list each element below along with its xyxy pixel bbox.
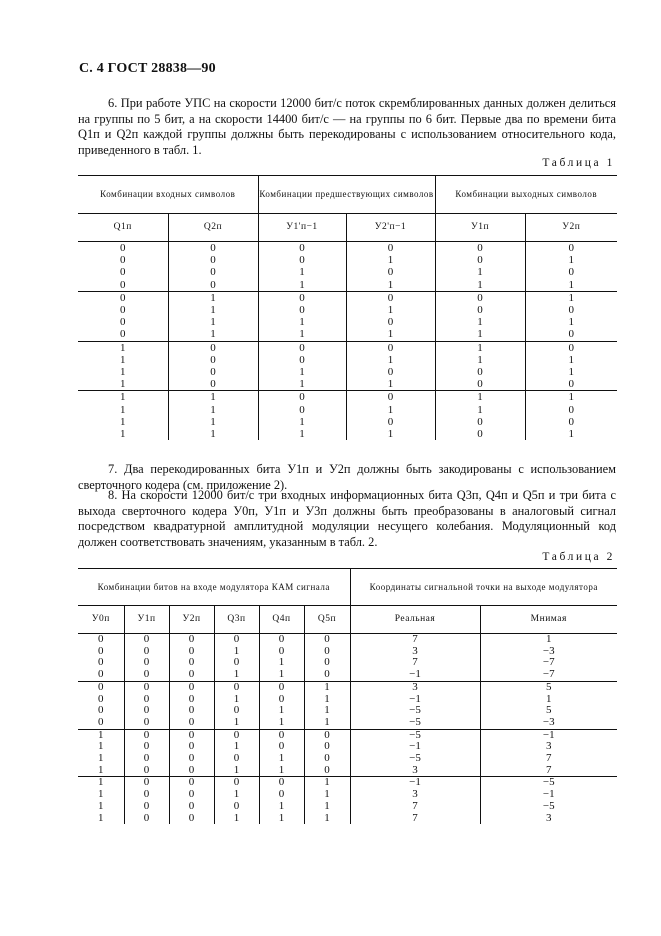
- table-cell: 1: [98, 740, 104, 753]
- table-cell: 1: [480, 694, 617, 706]
- table-cell: 0: [168, 341, 258, 354]
- table2-col-header: Q4п: [259, 606, 304, 634]
- table-cell: 0: [435, 304, 525, 316]
- table-cell: 0: [168, 366, 258, 378]
- table-cell: 0: [169, 777, 214, 789]
- table-cell: 3: [350, 646, 480, 658]
- table-cell: 1: [346, 279, 435, 292]
- table-cell: 0: [169, 705, 214, 717]
- table-cell: 0: [98, 633, 104, 645]
- table-cell: −1: [350, 669, 480, 681]
- table-cell: 1: [168, 304, 258, 316]
- table-cell: 0: [124, 634, 169, 646]
- table-cell: 1: [258, 328, 346, 341]
- table-cell: 1: [346, 254, 435, 266]
- table-cell: 1: [120, 403, 126, 416]
- table-cell: 0: [124, 694, 169, 706]
- table-cell: 1: [120, 391, 126, 404]
- table-cell: −5: [480, 777, 617, 789]
- table-cell: 1: [259, 801, 304, 813]
- table-cell: 1: [168, 391, 258, 404]
- table-cell: 0: [525, 266, 617, 278]
- table-cell: 0: [120, 254, 126, 267]
- table-cell: −1: [480, 789, 617, 801]
- table-cell: 0: [304, 741, 350, 753]
- table-row: [78, 646, 617, 658]
- table-cell: 1: [304, 694, 350, 706]
- table-cell: 5: [480, 705, 617, 717]
- table-row: [78, 416, 617, 428]
- table-cell: 0: [169, 765, 214, 777]
- table-cell: 1: [304, 681, 350, 693]
- table-row: [78, 404, 617, 416]
- table-1: [78, 175, 617, 440]
- table-cell: 0: [435, 291, 525, 304]
- table-cell: 1: [258, 316, 346, 328]
- table2-col-header: Q3п: [214, 606, 259, 634]
- table-cell: 0: [124, 789, 169, 801]
- table-cell: 7: [480, 765, 617, 777]
- table-cell: 0: [169, 646, 214, 658]
- table-cell: 0: [214, 681, 259, 693]
- table-cell: 0: [124, 801, 169, 813]
- table-row: [78, 753, 617, 765]
- table-cell: 0: [169, 729, 214, 741]
- table-row: [78, 391, 617, 404]
- table-cell: 1: [304, 801, 350, 813]
- table-cell: 0: [124, 729, 169, 741]
- table-cell: 1: [98, 728, 104, 741]
- table-cell: 0: [435, 242, 525, 255]
- table-cell: 0: [214, 777, 259, 789]
- table-row: [78, 291, 617, 304]
- table-cell: 1: [98, 799, 104, 812]
- table-cell: 0: [525, 242, 617, 255]
- table-cell: 1: [525, 316, 617, 328]
- table-cell: 0: [525, 416, 617, 428]
- table-row: [78, 428, 617, 440]
- table-cell: 0: [259, 729, 304, 741]
- table-cell: 1: [435, 391, 525, 404]
- table-cell: 7: [480, 753, 617, 765]
- table-cell: 0: [168, 279, 258, 292]
- table2-caption: Таблица 2: [542, 551, 615, 563]
- table-cell: 1: [258, 416, 346, 428]
- table-cell: 0: [304, 669, 350, 681]
- table-cell: 0: [169, 789, 214, 801]
- table-cell: 1: [346, 354, 435, 366]
- table-cell: 0: [435, 378, 525, 391]
- table-cell: 1: [259, 657, 304, 669]
- table-cell: 1: [120, 428, 126, 441]
- table-cell: −5: [350, 717, 480, 729]
- table-cell: 1: [435, 354, 525, 366]
- table-cell: 0: [259, 777, 304, 789]
- table-row: [78, 657, 617, 669]
- table-cell: 1: [258, 279, 346, 292]
- table-cell: 1: [259, 669, 304, 681]
- table1-col-header: У2'п−1: [346, 214, 435, 242]
- table-cell: 1: [304, 813, 350, 825]
- table-cell: 0: [168, 242, 258, 255]
- table-row: [78, 378, 617, 391]
- table-cell: 1: [120, 415, 126, 428]
- table-cell: 1: [214, 669, 259, 681]
- table2-col-header: Q5п: [304, 606, 350, 634]
- table-cell: 0: [304, 657, 350, 669]
- table-cell: 1: [435, 279, 525, 292]
- table-cell: 0: [214, 657, 259, 669]
- table-cell: 0: [258, 254, 346, 266]
- table2-col-header: У2п: [169, 606, 214, 634]
- table-cell: 0: [120, 304, 126, 317]
- table1-group-output: Комбинации выходных символов: [435, 176, 617, 214]
- table-row: [78, 254, 617, 266]
- table-cell: 0: [259, 646, 304, 658]
- table-cell: 1: [304, 777, 350, 789]
- table-row: [78, 341, 617, 354]
- table1-col-header: Q2п: [168, 214, 258, 242]
- table-cell: −1: [480, 729, 617, 741]
- table-cell: −5: [480, 801, 617, 813]
- table2-col-header: Мнимая: [480, 606, 617, 634]
- table-cell: 0: [124, 753, 169, 765]
- table-row: [78, 279, 617, 292]
- table-cell: 0: [124, 813, 169, 825]
- table-cell: 0: [214, 705, 259, 717]
- table-row: [78, 801, 617, 813]
- table1-col-header: У1п: [435, 214, 525, 242]
- table-cell: 0: [346, 291, 435, 304]
- table-cell: 5: [480, 681, 617, 693]
- table-cell: 0: [525, 378, 617, 391]
- table-cell: 0: [258, 404, 346, 416]
- table-cell: 0: [169, 753, 214, 765]
- table2-col-header: Реальная: [350, 606, 480, 634]
- table-cell: 0: [435, 366, 525, 378]
- table-cell: 1: [259, 813, 304, 825]
- table-cell: 0: [258, 304, 346, 316]
- table-cell: 0: [169, 681, 214, 693]
- table-cell: 0: [214, 753, 259, 765]
- table-cell: 3: [480, 741, 617, 753]
- table-cell: 1: [98, 811, 104, 824]
- table-cell: 0: [259, 789, 304, 801]
- table-cell: 1: [120, 366, 126, 379]
- table-row: [78, 705, 617, 717]
- table2-col-header: У1п: [124, 606, 169, 634]
- table-cell: −5: [350, 729, 480, 741]
- table-cell: 0: [169, 694, 214, 706]
- table-cell: 0: [124, 777, 169, 789]
- table-cell: 1: [525, 391, 617, 404]
- table-cell: 0: [169, 634, 214, 646]
- table1-col-header: У1'п−1: [258, 214, 346, 242]
- table-cell: 0: [120, 291, 126, 304]
- table-cell: 7: [350, 634, 480, 646]
- table-cell: 0: [124, 717, 169, 729]
- table-cell: 0: [435, 416, 525, 428]
- table-row: [78, 777, 617, 789]
- table-cell: −1: [350, 741, 480, 753]
- table-cell: 1: [346, 378, 435, 391]
- table-cell: 0: [258, 341, 346, 354]
- table-cell: 0: [124, 669, 169, 681]
- table-cell: 1: [78, 378, 168, 391]
- table-cell: −1: [350, 694, 480, 706]
- table-row: [78, 266, 617, 278]
- table-cell: 0: [346, 416, 435, 428]
- table-cell: 1: [435, 316, 525, 328]
- table-cell: 0: [346, 266, 435, 278]
- table-cell: 0: [525, 341, 617, 354]
- table-2: [78, 568, 617, 824]
- table-cell: 1: [258, 378, 346, 391]
- table-row: [78, 242, 617, 255]
- table-cell: 0: [435, 428, 525, 440]
- page-header: С. 4 ГОСТ 28838—90: [79, 61, 216, 76]
- table-cell: 7: [350, 801, 480, 813]
- table-cell: 0: [78, 669, 124, 681]
- table-cell: 1: [346, 404, 435, 416]
- table-cell: −1: [350, 777, 480, 789]
- table-cell: 0: [346, 316, 435, 328]
- table-cell: 1: [168, 416, 258, 428]
- table-cell: 0: [98, 656, 104, 669]
- table-cell: −5: [350, 753, 480, 765]
- table-cell: 0: [214, 634, 259, 646]
- table-cell: 1: [480, 634, 617, 646]
- table-cell: 0: [346, 242, 435, 255]
- table-cell: 1: [435, 404, 525, 416]
- table-cell: 0: [214, 801, 259, 813]
- table-row: [78, 328, 617, 341]
- table-cell: 1: [168, 404, 258, 416]
- table-cell: 0: [258, 391, 346, 404]
- table-cell: 1: [346, 304, 435, 316]
- table2-group-output: Координаты сигнальной точки на выходе модулятора: [350, 569, 617, 606]
- table-cell: 1: [259, 753, 304, 765]
- table-cell: 1: [98, 776, 104, 789]
- table-cell: 0: [304, 753, 350, 765]
- table-cell: 0: [98, 704, 104, 717]
- table-cell: −3: [480, 646, 617, 658]
- table-cell: 1: [98, 788, 104, 801]
- table-cell: 0: [78, 328, 168, 341]
- table-cell: −3: [480, 717, 617, 729]
- table-cell: 0: [259, 634, 304, 646]
- table-cell: 0: [124, 765, 169, 777]
- table-cell: 1: [258, 266, 346, 278]
- table-cell: 1: [214, 765, 259, 777]
- table-cell: 1: [214, 813, 259, 825]
- table-cell: 1: [435, 328, 525, 341]
- table-cell: 1: [525, 254, 617, 266]
- table-cell: 1: [98, 752, 104, 765]
- table-cell: 0: [169, 801, 214, 813]
- table-cell: 1: [168, 428, 258, 440]
- table-cell: 1: [525, 291, 617, 304]
- table-row: [78, 694, 617, 706]
- table-cell: 0: [258, 354, 346, 366]
- table-cell: 0: [78, 717, 124, 729]
- table1-group-previous: Комбинации предшествующих символов: [258, 176, 435, 214]
- table-cell: 0: [259, 681, 304, 693]
- table-cell: 0: [169, 717, 214, 729]
- table-cell: 1: [120, 341, 126, 354]
- table-row: [78, 304, 617, 316]
- table-cell: 0: [304, 765, 350, 777]
- table-row: [78, 789, 617, 801]
- table2-group-input: Комбинации битов на входе модулятора КАМ сигнала: [78, 569, 350, 606]
- table-cell: 1: [304, 789, 350, 801]
- table-cell: −7: [480, 657, 617, 669]
- table-cell: 1: [168, 328, 258, 341]
- table-cell: 1: [78, 765, 124, 777]
- table-cell: 1: [259, 717, 304, 729]
- table-cell: 3: [350, 681, 480, 693]
- table-cell: 1: [304, 705, 350, 717]
- table-cell: 1: [435, 341, 525, 354]
- table-cell: 0: [169, 741, 214, 753]
- table-cell: 1: [168, 291, 258, 304]
- table-cell: 0: [259, 741, 304, 753]
- table-cell: 0: [525, 404, 617, 416]
- table-cell: 0: [304, 634, 350, 646]
- table-cell: 1: [346, 328, 435, 341]
- table1-col-header: Q1п: [78, 214, 168, 242]
- table-cell: 0: [304, 729, 350, 741]
- table-cell: 1: [214, 741, 259, 753]
- table-cell: 0: [124, 657, 169, 669]
- table-cell: 0: [124, 646, 169, 658]
- table-cell: 0: [168, 354, 258, 366]
- table-row: [78, 669, 617, 681]
- table-cell: 1: [258, 366, 346, 378]
- table-cell: 1: [525, 279, 617, 292]
- table-cell: 0: [258, 291, 346, 304]
- table1-group-input: Комбинации входных символов: [78, 176, 258, 214]
- table-cell: 0: [98, 644, 104, 657]
- table-cell: 1: [214, 646, 259, 658]
- table2-col-header: У0п: [78, 606, 124, 634]
- table-cell: 1: [525, 428, 617, 440]
- table-cell: 0: [98, 680, 104, 693]
- table-cell: 3: [350, 789, 480, 801]
- table-cell: 0: [525, 328, 617, 341]
- table-cell: 0: [259, 694, 304, 706]
- table-cell: 1: [435, 266, 525, 278]
- table-cell: 0: [124, 741, 169, 753]
- table-cell: 3: [480, 813, 617, 825]
- table-cell: 1: [168, 316, 258, 328]
- table-cell: 0: [120, 242, 126, 254]
- table-cell: 1: [304, 717, 350, 729]
- table-row: [78, 729, 617, 741]
- table-cell: 0: [346, 391, 435, 404]
- table-cell: 1: [259, 765, 304, 777]
- table-cell: 1: [259, 705, 304, 717]
- table-cell: 3: [350, 765, 480, 777]
- table-cell: 1: [214, 789, 259, 801]
- table-cell: 0: [169, 669, 214, 681]
- table1-caption: Таблица 1: [542, 157, 615, 169]
- table-cell: 1: [346, 428, 435, 440]
- table-row: [78, 765, 617, 777]
- table-row: [78, 316, 617, 328]
- table-cell: 0: [346, 366, 435, 378]
- table-row: [78, 354, 617, 366]
- table-cell: 0: [304, 646, 350, 658]
- table-cell: 1: [214, 694, 259, 706]
- table-cell: −5: [350, 705, 480, 717]
- table-cell: 0: [346, 341, 435, 354]
- table-cell: 0: [168, 378, 258, 391]
- table-row: [78, 717, 617, 729]
- table-cell: 0: [214, 729, 259, 741]
- table-cell: 7: [350, 657, 480, 669]
- table-cell: 0: [169, 657, 214, 669]
- paragraph-8: 8. На скорости 12000 бит/с три входных информационных бита Q3п, Q4п и Q5п и три бита с выхода сверточного кодера У0п, У1п и У3п должны быть преобразованы в аналоговый сигнал посредством квадратурной амплитудной модуляции несущего колебания. Модуляционный код должен соответствовать значениям, указанным в табл. 2.: [78, 488, 616, 549]
- table-cell: 0: [258, 242, 346, 255]
- table-cell: 0: [124, 705, 169, 717]
- table-cell: 0: [169, 813, 214, 825]
- table-row: [78, 681, 617, 693]
- table-row: [78, 741, 617, 753]
- paragraph-7: 7. Два перекодированных бита У1п и У2п должны быть закодированы с использованием сверточного кодера (см. приложение 2).: [78, 462, 616, 492]
- table-cell: −7: [480, 669, 617, 681]
- paragraph-6: 6. При работе УПС на скорости 12000 бит/с поток скремблированных данных должен делиться на группы по 5 бит, а на скорости 14400 бит/с — на группы по 6 бит. Первые два по времени бита Q1п и Q2п каждой группы должны быть перекодированы с использованием относительного кода, приведенного в табл. 1.: [78, 96, 616, 157]
- table-row: [78, 813, 617, 825]
- table-cell: 0: [435, 254, 525, 266]
- table-cell: 0: [78, 279, 168, 292]
- table-cell: 1: [120, 353, 126, 366]
- table-cell: 1: [525, 366, 617, 378]
- table-cell: 0: [98, 692, 104, 705]
- table-cell: 7: [350, 813, 480, 825]
- table-cell: 0: [120, 316, 126, 329]
- table-row: [78, 634, 617, 646]
- table-cell: 0: [168, 254, 258, 266]
- table-cell: 0: [120, 266, 126, 279]
- table-row: [78, 366, 617, 378]
- table-cell: 0: [525, 304, 617, 316]
- table-cell: 1: [214, 717, 259, 729]
- table1-col-header: У2п: [525, 214, 617, 242]
- table-cell: 1: [258, 428, 346, 440]
- table-cell: 0: [168, 266, 258, 278]
- table-cell: 1: [525, 354, 617, 366]
- table-cell: 0: [124, 681, 169, 693]
